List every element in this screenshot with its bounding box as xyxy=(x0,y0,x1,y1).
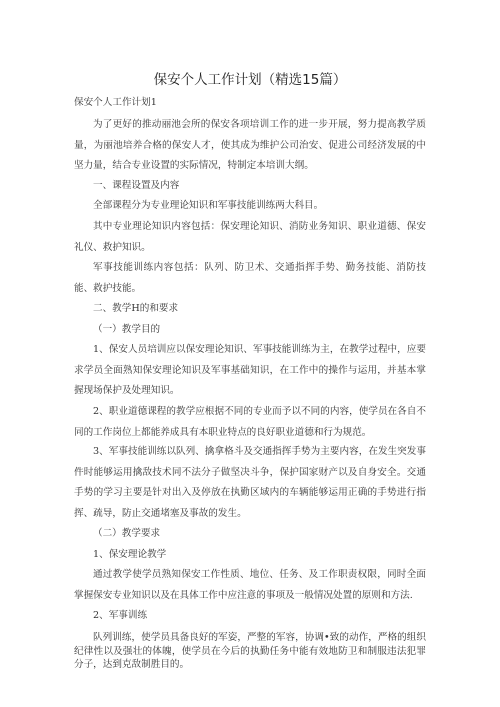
paragraph: 1、保安理论教学 xyxy=(93,549,167,560)
section-heading-1: 一、课程设置及内容 xyxy=(93,180,180,191)
paragraph: 1、保安人员培训应以保安理论知识、军事技能训练为主，在教学过程中，应要求学员全面熟知保安理论知识及军事基础知识，在工作中的操作与运用，并基本掌握现场保护及处理知识。 xyxy=(74,344,426,396)
subsection-heading: （一）教学目的 xyxy=(93,324,161,335)
paragraph: 军事技能训练内容包括：队列、防卫术、交通指挥手势、勤务技能、消防技能、救护技能。 xyxy=(74,262,426,294)
document-subtitle: 保安个人工作计划1 xyxy=(74,97,157,108)
paragraph: 2、军事训练 xyxy=(93,610,148,621)
paragraph: 全部课程分为专业理论知识和军事技能训练两大科目。 xyxy=(93,200,324,211)
document-title: 保安个人工作计划（精选15篇） xyxy=(153,72,347,88)
paragraph-intro: 为了更好的推动丽池会所的保安各项培训工作的进一步开展，努力提高教学质量，为丽池培养合格的保安人才，使其成为维护公司治安、促进公司经济发展的中坚力量，结合专业设置的实际情况，特制定本培训大纲。 xyxy=(74,119,426,171)
section-heading-2: 二、教学H的和要求 xyxy=(93,303,179,314)
subsection-heading: （二）教学要求 xyxy=(93,528,161,539)
paragraph: 2、职业道德课程的教学应根据不同的专业而予以不同的内容，使学员在各自不同的工作岗位上都能养成具有本职业特点的良好职业道德和行为规范。 xyxy=(74,406,426,438)
paragraph: 3、军事技能训练以队列、擒拿格斗及交通指挥手势为主要内容，在发生突发事件时能够运用擒敌技术同不法分子做坚决斗争，保护国家财产以及自身安全。交通手势的学习主要是针对出入及停放在执勤区域内的车辆能够运用正确的手势进行指挥、疏导，防止交通堵塞及事故的发生。 xyxy=(74,446,426,519)
paragraph: 队列训练，使学员具备良好的军姿，严整的军容，协调•致的动作，严格的组织纪律性以及强壮的体魄，使学员在今后的执勤任务中能有效地防卫和制服违法犯罪分子，达到克敌制胜目的。 xyxy=(74,632,426,670)
paragraph: 通过教学使学员熟知保安工作性质、地位、任务、及工作职责权限，同时全面掌握保安专业知识以及在具体工作中应注意的事项及一般情况处置的原则和方法. xyxy=(74,569,426,601)
paragraph: 其中专业理论知识内容包括：保安理论知识、消防业务知识、职业道德、保安礼仪、救护知识。 xyxy=(74,221,426,253)
